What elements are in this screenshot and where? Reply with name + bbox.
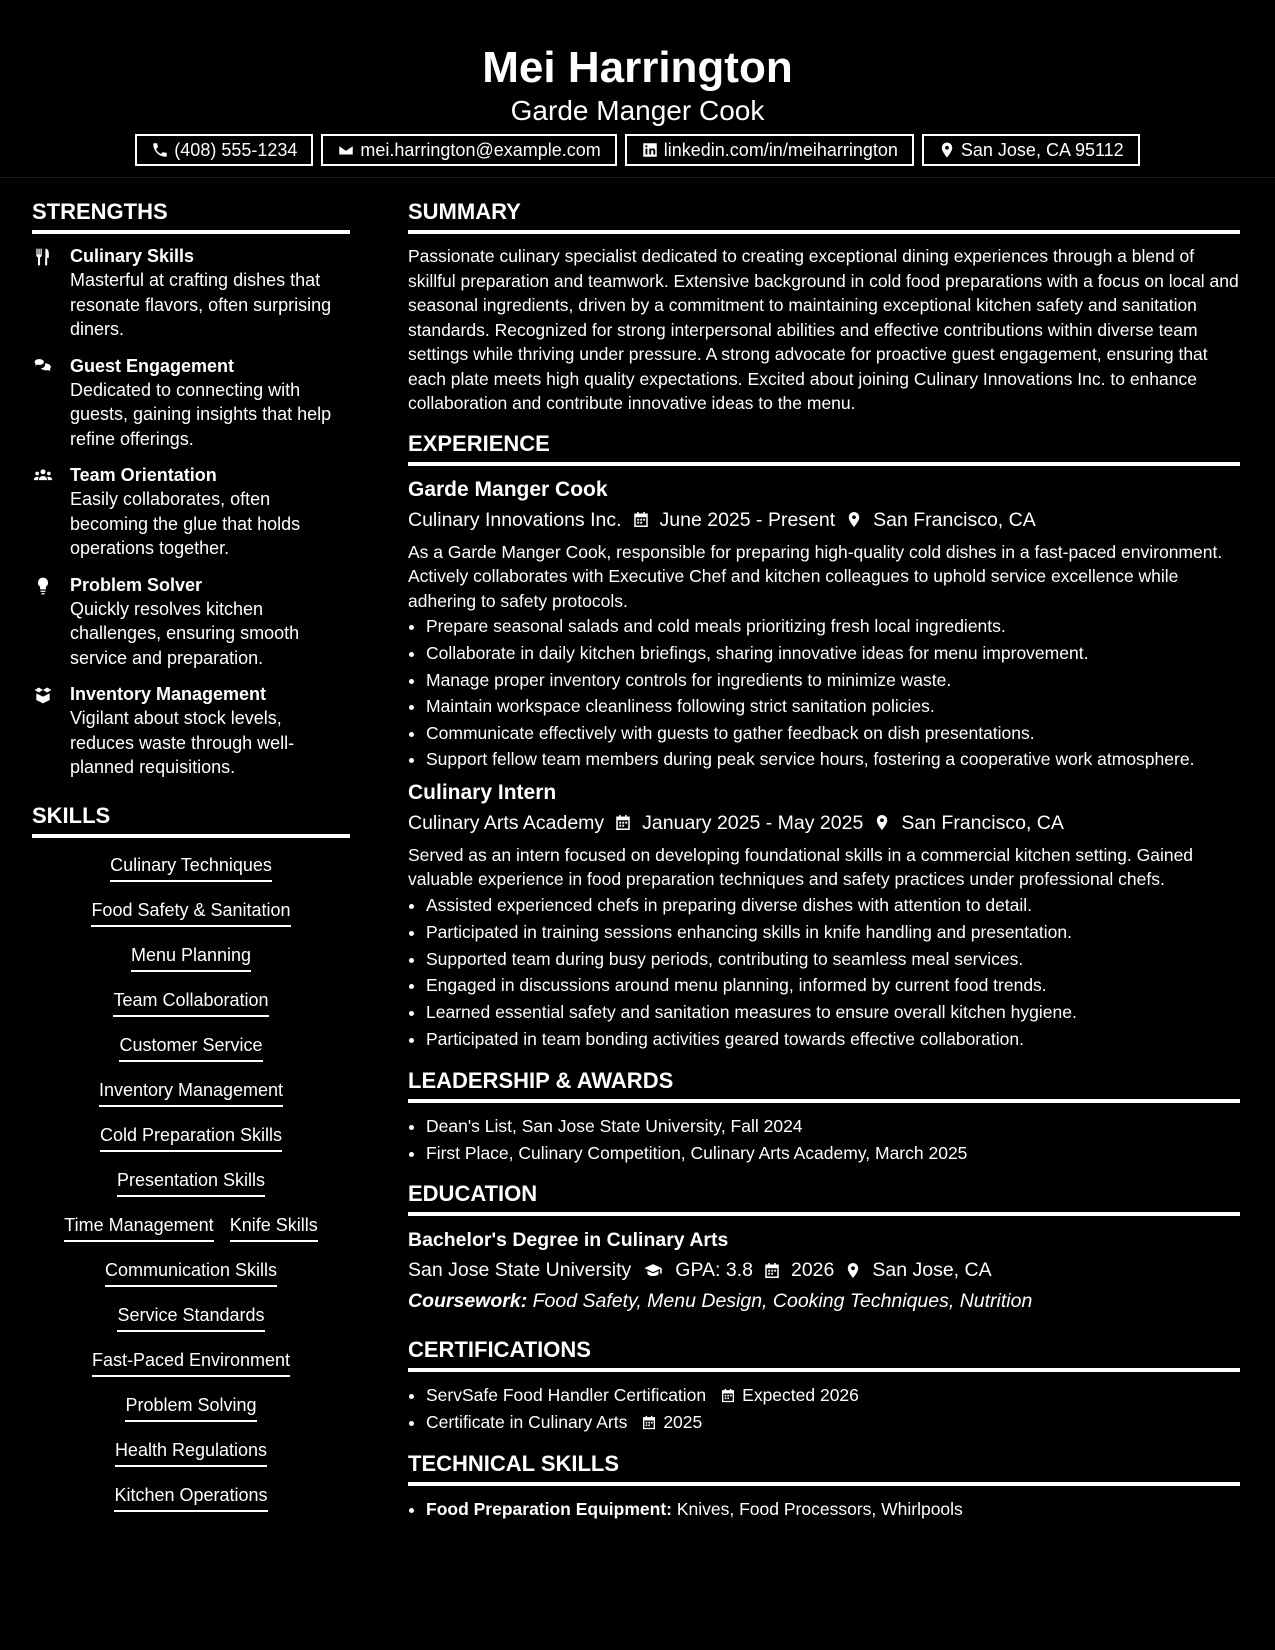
contact-phone[interactable] (135, 134, 313, 166)
school-name: San Jose State University (408, 1259, 632, 1282)
job-meta (408, 506, 1240, 534)
contact-email-text: mei.harrington@example.com (360, 140, 601, 160)
skill-tag: Menu Planning (131, 942, 251, 972)
contact-linkedin-text: linkedin.com/in/meiharrington (663, 140, 898, 160)
strength-item (32, 244, 350, 342)
job-bullets (408, 892, 1240, 1053)
envelope-icon (337, 141, 355, 159)
certification-name: • ServSafe Food Handler Certification (426, 1385, 707, 1406)
calendar-icon (632, 510, 650, 529)
skill-tag: Food Safety & Sanitation (91, 897, 290, 927)
job-bullet: • Participated in team bonding activities geared towards effective collaboration. (426, 1026, 1240, 1053)
strength-item (32, 463, 350, 561)
skill-tag: Culinary Techniques (110, 852, 272, 882)
leadership-heading: LEADERSHIP & AWARDS (408, 1067, 1240, 1103)
certification-item (426, 1409, 1240, 1436)
skill-tag: Presentation Skills (117, 1167, 265, 1197)
map-pin-icon (845, 510, 863, 529)
skill-tag: Problem Solving (125, 1392, 256, 1422)
certification-item (426, 1382, 1240, 1409)
job-company: Culinary Innovations Inc. (408, 508, 622, 531)
skill-tag: Knife Skills (230, 1212, 318, 1242)
job-bullet: • Communicate effectively with guests to gather feedback on dish presentations. (426, 720, 1240, 747)
summary-heading: SUMMARY (408, 198, 1240, 234)
strength-desc: Masterful at crafting dishes that resonate flavors, often surprising diners. (70, 270, 332, 339)
technical-skill-item (426, 1496, 1240, 1523)
experience-heading: EXPERIENCE (408, 430, 1240, 466)
right-column (408, 198, 1240, 1523)
job-meta (408, 809, 1240, 837)
technical-skill-label: Food Preparation Equipment: (426, 1498, 672, 1519)
linkedin-icon (641, 141, 659, 159)
job-description: Served as an intern focused on developing foundational skills in a commercial kitchen setting. Gained valuable experience in food preparation techniques and safety practices under professional chefs. (408, 844, 1194, 890)
skill-tag: Communication Skills (105, 1257, 277, 1287)
strengths-heading: STRENGTHS (32, 198, 350, 234)
certifications-heading: CERTIFICATIONS (408, 1336, 1240, 1372)
technical-skills-heading: TECHNICAL SKILLS (408, 1450, 1240, 1486)
graduation-cap-icon (641, 1261, 665, 1280)
job-title: Culinary Intern (408, 780, 557, 804)
candidate-role: Garde Manger Cook (510, 95, 765, 126)
map-pin-icon (873, 813, 891, 832)
calendar-icon (763, 1261, 781, 1280)
job-bullet: • Assisted experienced chefs in preparing diverse dishes with attention to detail. (426, 892, 1240, 919)
calendar-icon (720, 1387, 736, 1404)
certification-date: 2025 (663, 1412, 703, 1433)
skills-list (32, 852, 350, 1527)
job-bullet: • Collaborate in daily kitchen briefings, sharing innovative ideas for menu improvement. (426, 640, 1240, 667)
map-pin-icon (938, 141, 956, 159)
left-column (32, 198, 350, 1527)
award-item: • First Place, Culinary Competition, Culinary Arts Academy, March 2025 (426, 1140, 1240, 1167)
users-icon (32, 466, 54, 486)
contact-phone-text: (408) 555-1234 (174, 140, 298, 160)
job-bullet: • Engaged in discussions around menu planning, informed by current food trends. (426, 972, 1240, 999)
certification-name: • Certificate in Culinary Arts (426, 1412, 628, 1433)
skill-tag: Inventory Management (99, 1077, 283, 1107)
technical-skill-value: Knives, Food Processors, Whirlpools (676, 1498, 963, 1519)
strength-item (32, 573, 350, 671)
skill-tag: Team Collaboration (113, 987, 268, 1017)
skill-tag: Time Management (64, 1212, 213, 1242)
skill-tag: Service Standards (117, 1302, 264, 1332)
job-bullet: • Participated in training sessions enhancing skills in knife handling and presentation. (426, 919, 1240, 946)
boxes-icon (32, 685, 54, 705)
job-bullet: • Support fellow team members during peak service hours, fostering a cooperative work atmosphere. (426, 747, 1240, 771)
certifications-list (408, 1382, 1240, 1436)
degree-title: Bachelor's Degree in Culinary Arts (408, 1229, 729, 1252)
school-location: San Jose, CA (872, 1259, 992, 1282)
job-bullets (408, 613, 1240, 771)
map-pin-icon (844, 1261, 862, 1280)
utensils-icon (32, 247, 54, 267)
education-heading: EDUCATION (408, 1180, 1240, 1216)
comments-icon (32, 357, 54, 377)
certification-date: Expected 2026 (742, 1385, 859, 1406)
strength-desc: Vigilant about stock levels, reduces waste through well-planned requisitions. (70, 708, 295, 777)
job-location: San Francisco, CA (901, 811, 1064, 834)
graduation-year: 2026 (790, 1259, 835, 1282)
job-description: As a Garde Manger Cook, responsible for preparing high-quality cold dishes in a fast-paced environment. Actively collaborates with Executive Chef and kitchen colleagues to uphold service excellence while adhering to safety protocols. (408, 541, 1223, 611)
contact-linkedin[interactable] (625, 134, 914, 166)
job-title: Garde Manger Cook (408, 477, 608, 501)
strength-item (32, 354, 350, 452)
coursework-list: Food Safety, Menu Design, Cooking Techniques, Nutrition (532, 1290, 1033, 1313)
award-item: • Dean's List, San Jose State University, Fall 2024 (426, 1113, 1240, 1140)
job-bullet: • Prepare seasonal salads and cold meals prioritizing fresh local ingredients. (426, 613, 1240, 640)
education-meta (408, 1256, 1240, 1284)
strength-title: Culinary Skills (70, 246, 195, 266)
strength-title: Problem Solver (70, 574, 203, 595)
job-company: Culinary Arts Academy (408, 811, 605, 834)
contact-location (922, 134, 1140, 166)
calendar-icon (641, 1414, 657, 1431)
job-entry (408, 779, 1240, 1053)
phone-icon (151, 141, 169, 159)
skill-tag: Fast-Paced Environment (92, 1347, 290, 1377)
strength-item (32, 682, 350, 780)
strength-title: Guest Engagement (70, 355, 235, 376)
strength-desc: Quickly resolves kitchen challenges, ensuring smooth service and preparation. (70, 598, 300, 668)
resume-header (0, 0, 1275, 178)
job-dates: January 2025 - May 2025 (642, 811, 864, 834)
candidate-name: Mei Harrington (482, 43, 793, 92)
job-dates: June 2025 - Present (659, 508, 836, 531)
calendar-icon (614, 813, 632, 832)
strength-desc: Easily collaborates, often becoming the glue that holds operations together. (70, 489, 301, 558)
contact-bar (0, 134, 1275, 166)
contact-email[interactable] (321, 134, 616, 166)
strength-title: Team Orientation (70, 465, 217, 485)
technical-skills-list (408, 1496, 1240, 1523)
job-entry (408, 476, 1240, 771)
job-location: San Francisco, CA (873, 508, 1036, 531)
skill-tag: Kitchen Operations (114, 1482, 267, 1512)
summary-text: Passionate culinary specialist dedicated to creating exceptional dining experiences through a blend of skillful preparation and teamwork. Extensive background in cold food preparations with a focus on local and seasonal ingredients, driven by a commitment to maintaining exceptional kitchen safety and sanitation standards. Recognized for strong interpersonal abilities and effective contributions within diverse team settings while thriving under pressure. A strong advocate for proactive guest engagement, ensuring that each plate meets high quality expectations. Excited about joining Culinary Innovations Inc. to enhance collaboration and contribute innovative ideas to the menu. (408, 246, 1239, 413)
coursework-label: Coursework: (408, 1290, 528, 1313)
job-bullet: • Learned essential safety and sanitation measures to ensure overall kitchen hygiene. (426, 999, 1240, 1026)
skill-tag: Cold Preparation Skills (100, 1122, 282, 1152)
skill-tag: Customer Service (119, 1032, 262, 1062)
strength-desc: Dedicated to connecting with guests, gaining insights that help refine offerings. (70, 379, 332, 449)
job-bullet: • Maintain workspace cleanliness following strict sanitation policies. (426, 693, 1240, 720)
gpa: GPA: 3.8 (675, 1259, 753, 1282)
leadership-list (408, 1113, 1240, 1167)
skills-heading: SKILLS (32, 802, 350, 838)
strength-title: Inventory Management (70, 684, 267, 704)
contact-location-text: San Jose, CA 95112 (960, 140, 1124, 160)
coursework (408, 1286, 1240, 1316)
skill-tag: Health Regulations (115, 1437, 267, 1467)
job-bullet: • Supported team during busy periods, contributing to seamless meal services. (426, 946, 1240, 973)
job-bullet: • Manage proper inventory controls for ingredients to minimize waste. (426, 667, 1240, 694)
lightbulb-icon (32, 576, 54, 596)
